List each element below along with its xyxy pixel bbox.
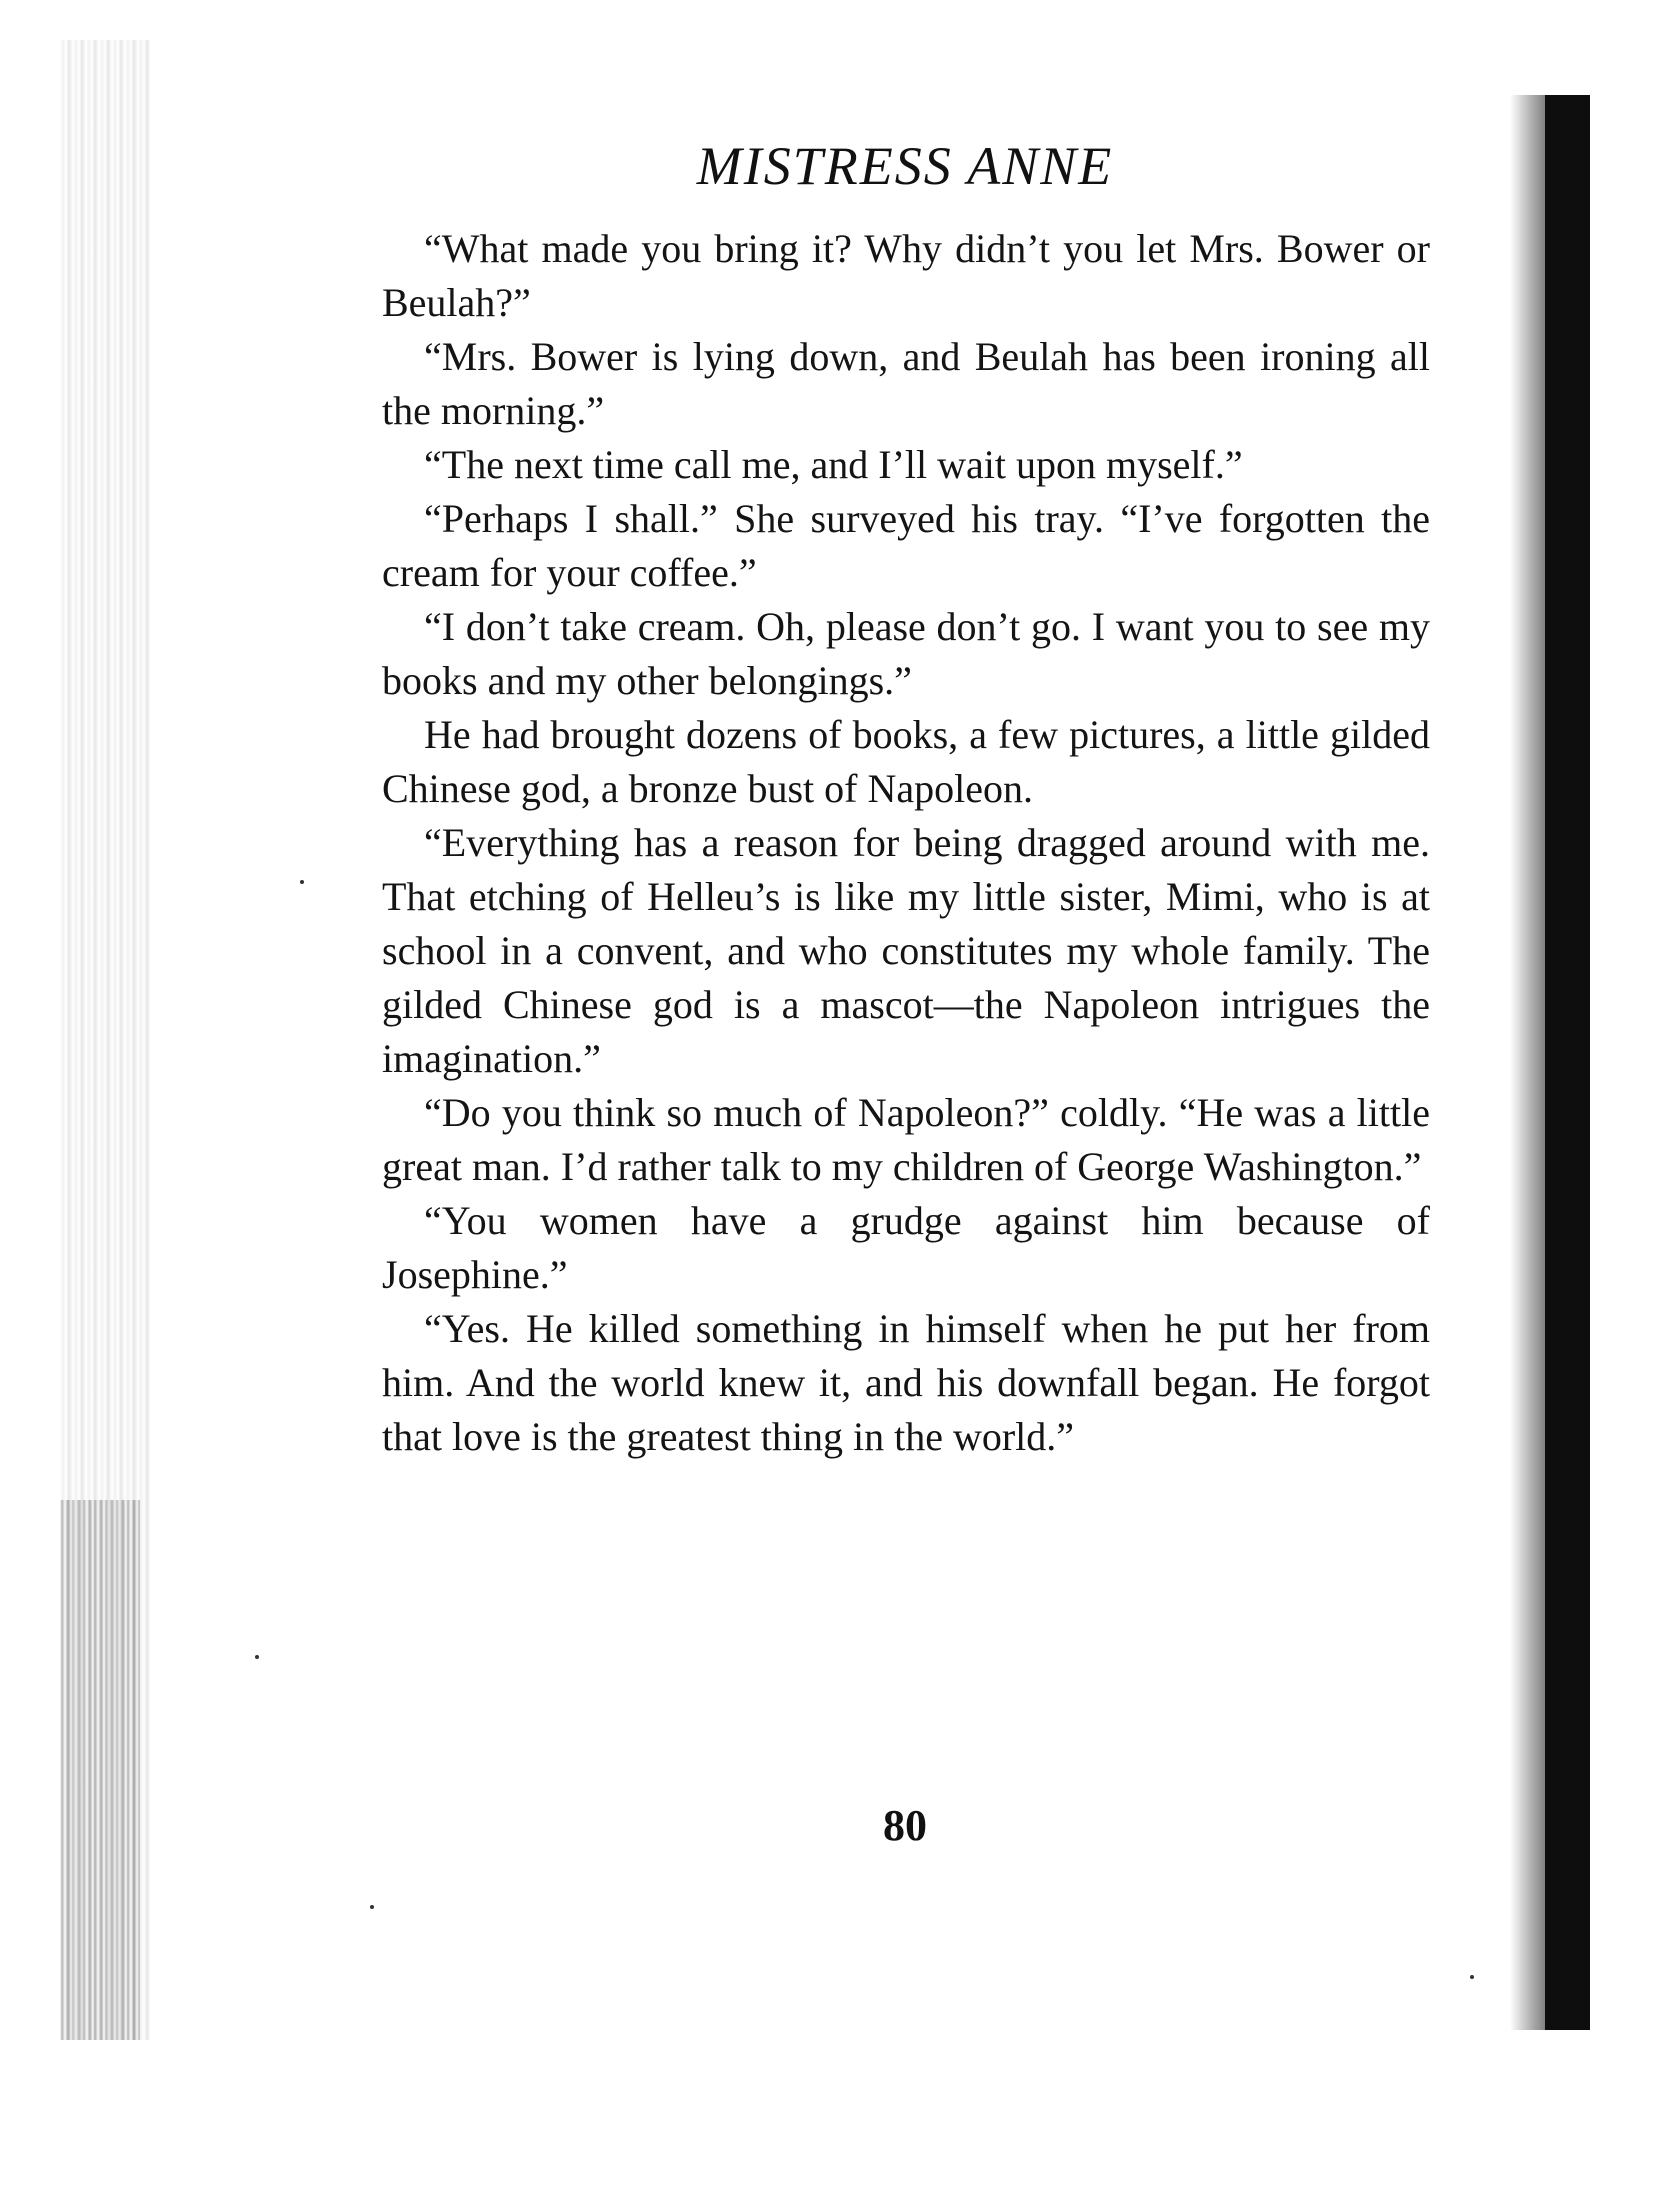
paragraph: “Do you think so much of Napoleon?” coldly. “He was a little great man. I’d rather talk to my children of George Washington.”	[382, 1090, 1430, 1189]
page-edge-shadow-right	[1510, 95, 1550, 2030]
body-text	[382, 222, 1430, 1464]
running-head: MISTRESS ANNE	[696, 136, 1114, 196]
paragraph: “Mrs. Bower is lying down, and Beulah has been ironing all the morning.”	[382, 334, 1430, 433]
paragraph: “Perhaps I shall.” She surveyed his tray. “I’ve forgotten the cream for your coffee.”	[382, 496, 1430, 595]
print-speck	[370, 1905, 374, 1909]
paragraph: He had brought dozens of books, a few pictures, a little gilded Chinese god, a bronze bust of Napoleon.	[382, 712, 1430, 811]
page-number: 80	[883, 1801, 927, 1850]
paragraph: “The next time call me, and I’ll wait upon myself.”	[424, 442, 1243, 487]
paragraph: “What made you bring it? Why didn’t you let Mrs. Bower or Beulah?”	[382, 226, 1430, 325]
print-speck	[1470, 1975, 1474, 1979]
paragraph: “I don’t take cream. Oh, please don’t go. I want you to see my books and my other belongings.”	[382, 604, 1430, 703]
paragraph: “Yes. He killed something in himself when he put her from him. And the world knew it, and his downfall began. He forgot that love is the greatest thing in the world.”	[382, 1306, 1430, 1459]
print-speck	[300, 880, 304, 884]
page-edge-right	[1545, 95, 1590, 2030]
paragraph: “Everything has a reason for being dragged around with me. That etching of Helleu’s is like my little sister, Mimi, who is at school in a convent, and who constitutes my whole family. The gilded Chinese god is a mascot—the Napoleon intrigues the imagination.”	[382, 820, 1430, 1081]
binding-shadow-left-dark	[60, 1500, 140, 2040]
print-speck	[255, 1655, 259, 1659]
paragraph: “You women have a grudge against him because of Josephine.”	[382, 1198, 1430, 1297]
